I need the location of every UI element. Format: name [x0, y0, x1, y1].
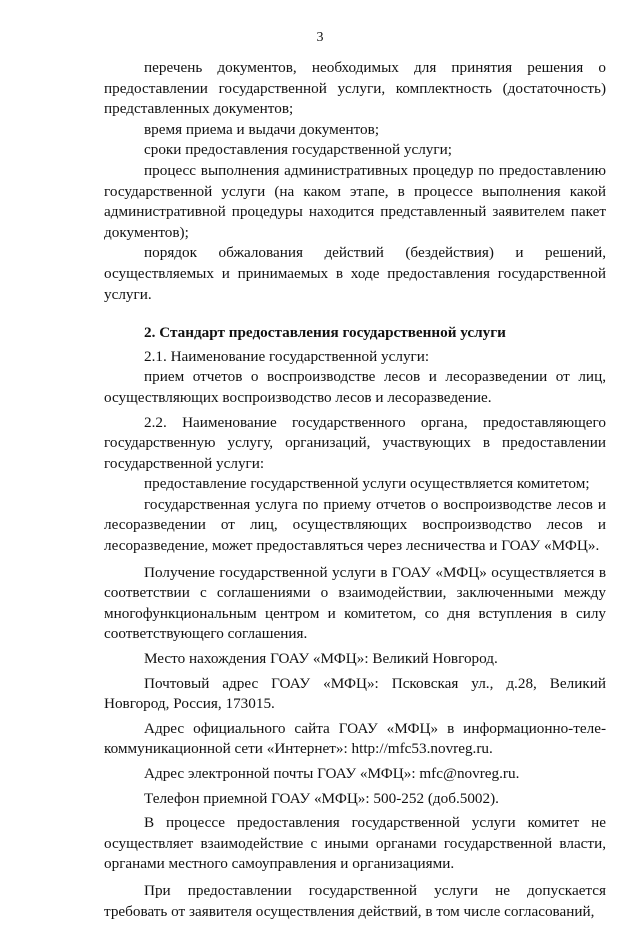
paragraph: государственная услуга по приему отчетов о воспроизводстве лесов и лесоразведении от лиц, осуществляющих воспроизводство лесов и лесоразведение, может предоставляться через лесничества и ГОАУ «МФЦ». — [104, 495, 606, 555]
paragraph: порядок обжалования действий (бездействия) и решений, осуществляемых и принимаемых в ходе предоставления государственной услуги. — [104, 244, 606, 303]
paragraph: перечень документов, необходимых для принятия решения о предоставлении государственной услуги, комплектность (достаточность) представленных документов; — [104, 59, 606, 118]
paragraph: При предоставлении государственной услуги не допускается требовать от заявителя осуществления действий, в том числе согласований, — [104, 881, 606, 920]
paragraph: прием отчетов о воспроизводстве лесов и лесоразведении от лиц, осуществляющих воспроизводство лесов и лесоразведение. — [104, 368, 606, 406]
document-body — [104, 58, 606, 926]
section-heading: 2. Стандарт предоставления государственной услуги — [144, 324, 506, 342]
paragraph: 2.2. Наименование государственного органа, предоставляющего государственную услугу, организаций, участвующих в предоставлении государственной услуги: — [104, 413, 606, 472]
paragraph: Адрес электронной почты ГОАУ «МФЦ»: mfc@novreg.ru. — [144, 765, 520, 782]
paragraph: Место нахождения ГОАУ «МФЦ»: Великий Новгород. — [144, 650, 498, 668]
paragraph: Телефон приемной ГОАУ «МФЦ»: 500-252 (доб.5002). — [144, 789, 499, 807]
paragraph: время приема и выдачи документов; — [144, 120, 380, 138]
paragraph: Получение государственной услуги в ГОАУ «МФЦ» осуществляется в соответствии с соглашениями о взаимодействии, заключенными между многофункциональным центром и комитетом, со дня вступления в силу соответствующего соглашения. — [104, 563, 606, 643]
paragraph: 2.1. Наименование государственной услуги: — [144, 347, 430, 365]
paragraph: Адрес официального сайта ГОАУ «МФЦ» в информационно-теле-коммуникационной сети «Интернет»: http://mfc53.novreg.ru. — [104, 719, 606, 758]
paragraph: сроки предоставления государственной услуги; — [144, 141, 452, 159]
paragraph: В процессе предоставления государственной услуги комитет не осуществляет взаимодействие с иными органами государственной власти, органами местного самоуправления и организациями. — [104, 814, 606, 873]
paragraph: процесс выполнения административных процедур по предоставлению государственной услуги (на каком этапе, в процессе выполнения какой административной процедуры находится представленный заявителем пакет документов); — [104, 161, 606, 241]
page-number: 3 — [316, 30, 324, 45]
paragraph: предоставление государственной услуги осуществляется комитетом; — [144, 475, 590, 493]
paragraph: Почтовый адрес ГОАУ «МФЦ»: Псковская ул., д.28, Великий Новгород, Россия, 173015. — [104, 674, 606, 713]
